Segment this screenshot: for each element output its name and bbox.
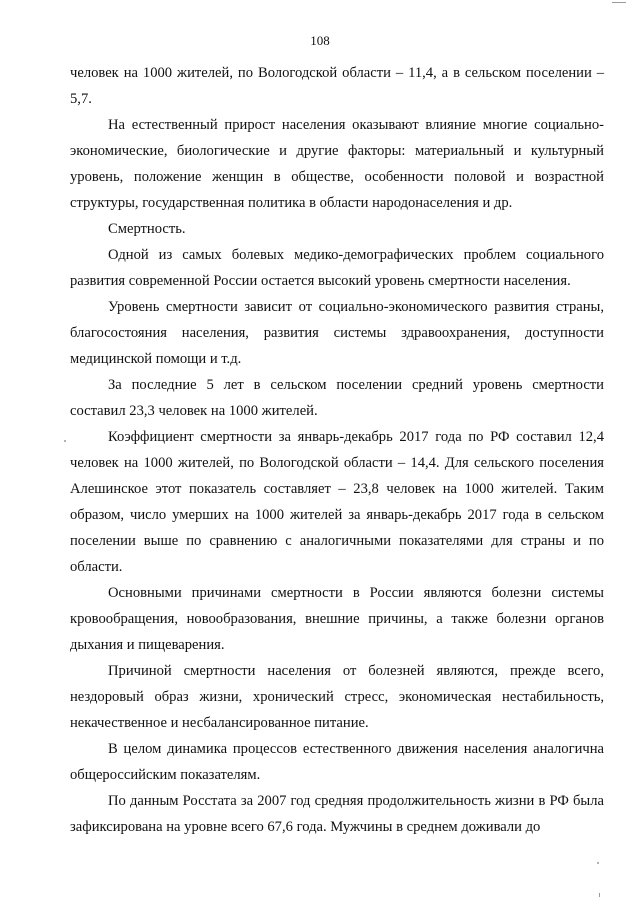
paragraph: По данным Росстата за 2007 год средняя продолжительность жизни в РФ была зафиксирована на уровне всего 67,6 года. Мужчины в среднем доживали до [70, 793, 604, 835]
paragraph: На естественный прирост населения оказывают влияние многие социально-экономические, биологические и другие факторы: материальный и культурный уровень, положение женщин в обществе, особенности половой и возрастной структуры, государственная политика в области народонаселения и др. [70, 117, 604, 211]
scan-speck [599, 893, 600, 897]
paragraph: В целом динамика процессов естественного движения населения аналогична общероссийским показателям. [70, 741, 604, 783]
paragraph: человек на 1000 жителей, по Вологодской области – 11,4, а в сельском поселении – 5,7. [70, 65, 604, 107]
scan-speck [64, 440, 66, 442]
paragraph: За последние 5 лет в сельском поселении средний уровень смертности составил 23,3 человек на 1000 жителей. [70, 377, 604, 419]
page-number: 108 [310, 33, 330, 48]
scan-mark [612, 2, 626, 3]
section-heading: Смертность. [108, 221, 186, 237]
paragraph: Уровень смертности зависит от социально-экономического развития страны, благосостояния населения, развития системы здравоохранения, доступности медицинской помощи и т.д. [70, 299, 604, 367]
paragraph: Причиной смертности населения от болезней являются, прежде всего, нездоровый образ жизни, хронический стресс, экономическая нестабильность, некачественное и несбалансированное питание. [70, 663, 604, 731]
scan-speck [597, 862, 599, 864]
paragraph: Коэффициент смертности за январь-декабрь 2017 года по РФ составил 12,4 человек на 1000 жителей, по Вологодской области – 14,4. Для сельского поселения Алешинское этот показатель составляет – 23,8 человек на 1000 жителей. Таким образом, число умерших на 1000 жителей за январь-декабрь 2017 года в сельском поселении выше по сравнению с аналогичными показателями для страны и по области. [70, 429, 604, 575]
paragraph: Основными причинами смертности в России являются болезни системы кровообращения, новообразования, внешние причины, а также болезни органов дыхания и пищеварения. [70, 585, 604, 653]
paragraph: Одной из самых болевых медико-демографических проблем социального развития современной России остается высокий уровень смертности населения. [70, 247, 604, 289]
body-text [70, 60, 604, 840]
